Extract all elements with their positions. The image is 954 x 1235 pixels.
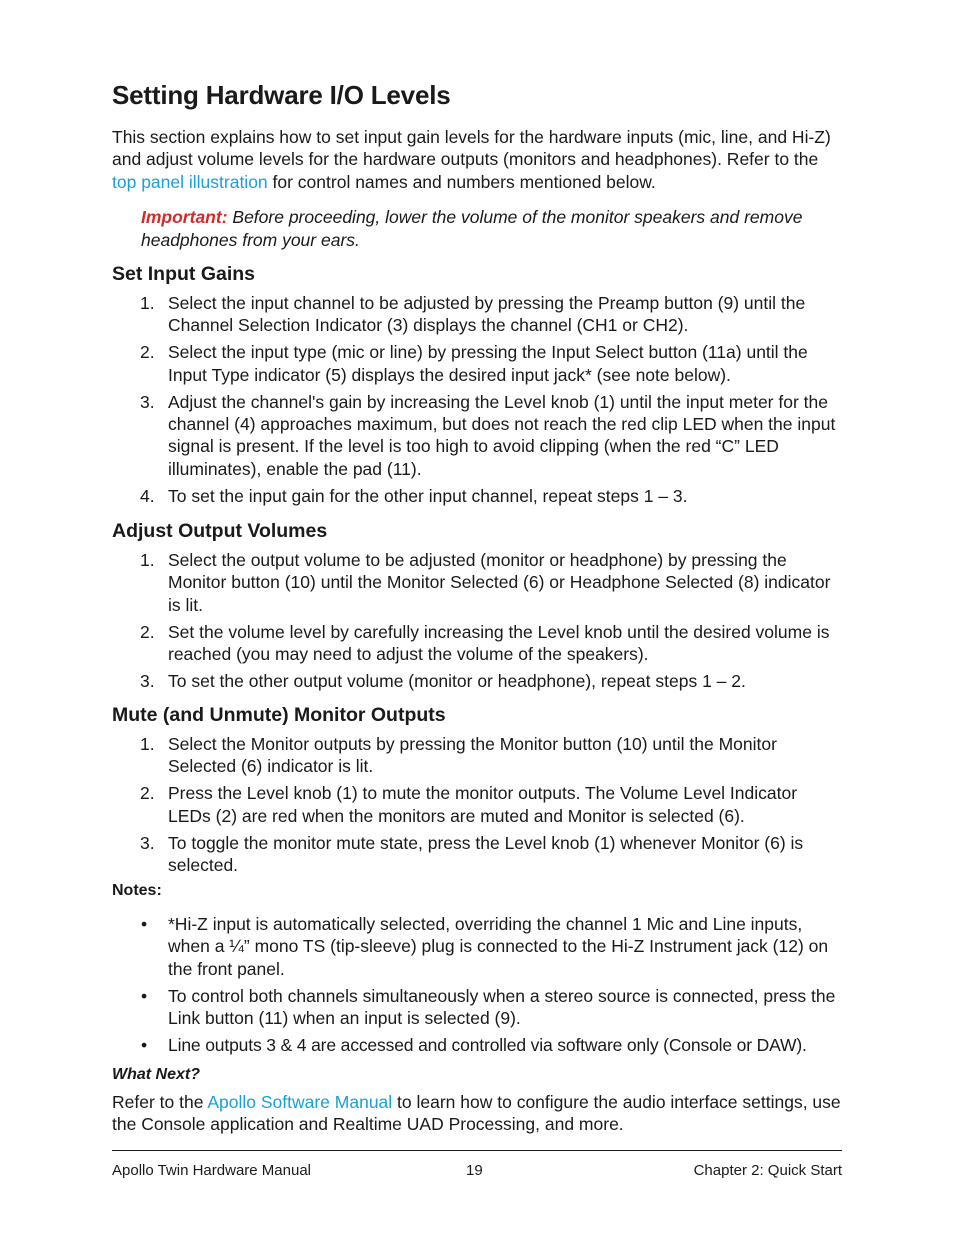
list-item: 3. To set the other output volume (monitor or headphone), repeat steps 1 – 2.	[140, 671, 746, 692]
footer-divider	[112, 1150, 842, 1151]
bullet-icon: •	[141, 1035, 147, 1056]
list-item: 1. Select the Monitor outputs by pressing the Monitor button (10) until the Monitor Selected (6) indicator is lit.	[140, 734, 777, 777]
list-item: 2. Press the Level knob (1) to mute the monitor outputs. The Volume Level Indicator LEDs (2) are red when the monitors are muted and Monitor is selected (6).	[140, 783, 798, 826]
list-item: • *Hi-Z input is automatically selected, overriding the channel 1 Mic and Line inputs, when a ¼” mono TS (tip-sleeve) plug is connected to the Hi-Z Instrument jack (12) on the front panel.	[141, 914, 829, 979]
page-title: Setting Hardware I/O Levels	[112, 80, 451, 110]
notes-label: Notes:	[112, 882, 162, 899]
list-item: 4. To set the input gain for the other input channel, repeat steps 1 – 3.	[140, 485, 688, 506]
important-label: Important:	[141, 207, 228, 227]
list-item: 1. Select the input channel to be adjusted by pressing the Preamp button (9) until the Channel Selection Indicator (3) displays the channel (CH1 or CH2).	[140, 293, 806, 336]
footer-chapter: Chapter 2: Quick Start	[693, 1162, 842, 1179]
list-item: • To control both channels simultaneously when a stereo source is connected, press the Link button (11) when an input is selected (9).	[141, 985, 836, 1029]
output-volumes-steps	[112, 549, 842, 697]
notes-list	[112, 913, 842, 1061]
list-item: 1. Select the output volume to be adjusted (monitor or headphone) by pressing the Monitor button (10) until the Monitor Selected (6) or Headphone Selected (8) indicator is lit.	[140, 550, 831, 615]
important-note: Important: Before proceeding, lower the volume of the monitor speakers and remove headphones from your ears.	[141, 207, 803, 250]
what-next-label: What Next?	[112, 1066, 200, 1083]
list-item: 2. Select the input type (mic or line) by pressing the Input Select button (11a) until the Input Type indicator (5) displays the desired input jack* (see note below).	[140, 342, 808, 385]
list-item: 3. To toggle the monitor mute state, press the Level knob (1) whenever Monitor (6) is selected.	[140, 832, 804, 876]
section-heading-output-volumes: Adjust Output Volumes	[112, 520, 328, 542]
mute-monitor-steps	[112, 733, 842, 881]
section-heading-mute-monitor: Mute (and Unmute) Monitor Outputs	[112, 704, 446, 726]
footer-page-number: 19	[466, 1162, 483, 1179]
top-panel-illustration-link[interactable]: top panel illustration	[112, 171, 268, 192]
intro-paragraph: This section explains how to set input gain levels for the hardware inputs (mic, line, and Hi-Z) and adjust volume levels for the hardware outputs (monitors and headphones). Refer to the top panel illustration for control names and numbers mentioned below.	[112, 127, 831, 192]
list-item: • Line outputs 3 & 4 are accessed and controlled via software only (Console or DAW).	[141, 1035, 807, 1056]
bullet-icon: •	[141, 914, 148, 934]
apollo-software-manual-link[interactable]: Apollo Software Manual	[207, 1092, 393, 1112]
bullet-icon: •	[141, 985, 148, 1006]
input-gains-steps	[112, 292, 842, 512]
list-item: 3. Adjust the channel's gain by increasing the Level knob (1) until the input meter for the channel (4) approaches maximum, but does not reach the red clip LED when the input signal is present. If the level is too high to avoid clipping (when the red “C” LED illuminates), enable the pad (11).	[140, 391, 836, 479]
section-heading-input-gains: Set Input Gains	[112, 263, 256, 285]
list-item: 2. Set the volume level by carefully increasing the Level knob until the desired volume is reached (you may need to adjust the volume of the speakers).	[140, 621, 830, 665]
footer-manual-title: Apollo Twin Hardware Manual	[112, 1162, 311, 1179]
what-next-paragraph: Refer to the Apollo Software Manual to learn how to configure the audio interface settings, use the Console application and Realtime UAD Processing, and more.	[112, 1092, 841, 1135]
